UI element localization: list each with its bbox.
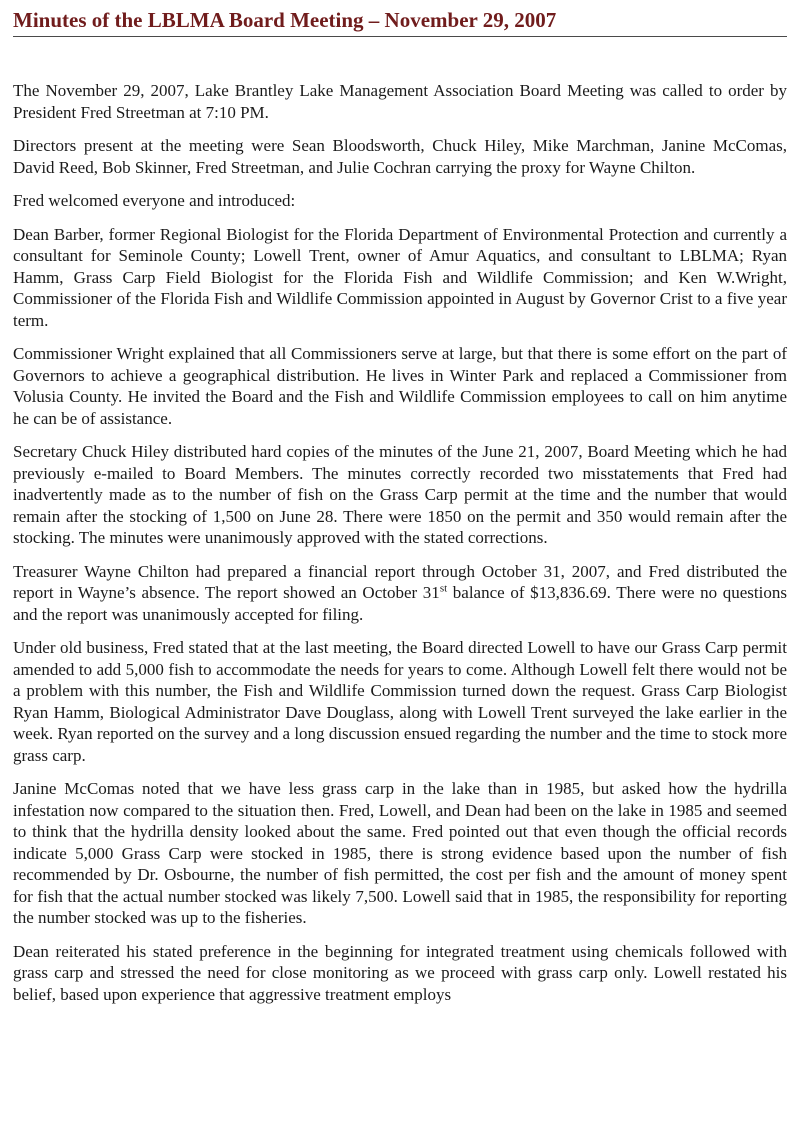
paragraph-call-to-order: The November 29, 2007, Lake Brantley Lake Management Association Board Meeting was called to order by President Fred Streetman at 7:10 PM.	[13, 81, 787, 122]
paragraph-treatment-preference: Dean reiterated his stated preference in the beginning for integrated treatment using chemicals followed with grass carp and stressed the need for close monitoring as we proceed with grass carp only. Lowell restated his belief, based upon experience that aggressive treatment employs	[13, 941, 787, 1004]
paragraph-welcome: Fred welcomed everyone and introduced:	[13, 191, 296, 210]
treasurer-report-text: Treasurer Wayne Chilton had prepared a financial report through October 31, 2007, and Fred distributed the report in Wayne’s absence. The report showed an October 31	[13, 561, 787, 602]
paragraph-introductions: Dean Barber, former Regional Biologist for the Florida Department of Environmental Protection and currently a consultant for Seminole County; Lowell Trent, owner of Amur Aquatics, and consultant to LBLMA; Ryan Hamm, Grass Carp Field Biologist for the Florida Fish and Wildlife Commission; and Ken W.Wright, Commissioner of the Florida Fish and Wildlife Commission appointed in August by Governor Crist to a five year term.	[13, 224, 787, 330]
treasurer-report-text-continued: balance of $13,836.69. There were no questions and the report was unanimously accepted for filing.	[13, 583, 787, 624]
document-title: Minutes of the LBLMA Board Meeting – November 29, 2007	[13, 6, 787, 37]
paragraph-old-business: Under old business, Fred stated that at the last meeting, the Board directed Lowell to have our Grass Carp permit amended to add 5,000 fish to accommodate the needs for years to come. Although Lowell felt there would not be a problem with this number, the Fish and Wildlife Commission turned down the request. Grass Carp Biologist Ryan Hamm, Biological Administrator Dave Douglass, along with Lowell Trent surveyed the lake earlier in the week. Ryan reported on the survey and a long discussion ensued regarding the number and the time to stock more grass carp.	[13, 638, 787, 765]
paragraph-grass-carp-1985: Janine McComas noted that we have less grass carp in the lake than in 1985, but asked how the hydrilla infestation now compared to the situation then. Fred, Lowell, and Dean had been on the lake in 1985 and seemed to think that the hydrilla density looked about the same. Fred pointed out that even though the official records indicate 5,000 Grass Carp were stocked in 1985, there is strong evidence based upon the number of fish recommended by Dr. Osbourne, the number of fish permitted, the cost per fish and the amount of money spent for fish that the actual number stocked was likely 7,500. Lowell said that in 1985, the responsibility for reporting the number stocked was up to the fisheries.	[13, 779, 787, 927]
paragraph-commissioner-wright: Commissioner Wright explained that all Commissioners serve at large, but that there is some effort on the part of Governors to achieve a geographical distribution. He lives in Winter Park and replaced a Commissioner from Volusia County. He invited the Board and the Fish and Wildlife Commission employees to call on him anytime he can be of assistance.	[13, 344, 787, 428]
paragraph-treasurer-report	[13, 561, 787, 626]
paragraph-minutes-approval: Secretary Chuck Hiley distributed hard copies of the minutes of the June 21, 2007, Board Meeting which he had previously e-mailed to Board Members. The minutes correctly recorded two misstatements that Fred had inadvertently made as to the number of fish on the Grass Carp permit at the time and the number that would remain after the stocking of 1,500 on June 28. There were 1850 on the permit and 350 would remain after the stocking. The minutes were unanimously approved with the stated corrections.	[13, 442, 787, 547]
ordinal-superscript: st	[439, 582, 448, 595]
paragraph-directors-present: Directors present at the meeting were Sean Bloodsworth, Chuck Hiley, Mike Marchman, Janine McComas, David Reed, Bob Skinner, Fred Streetman, and Julie Cochran carrying the proxy for Wayne Chilton.	[13, 136, 787, 177]
